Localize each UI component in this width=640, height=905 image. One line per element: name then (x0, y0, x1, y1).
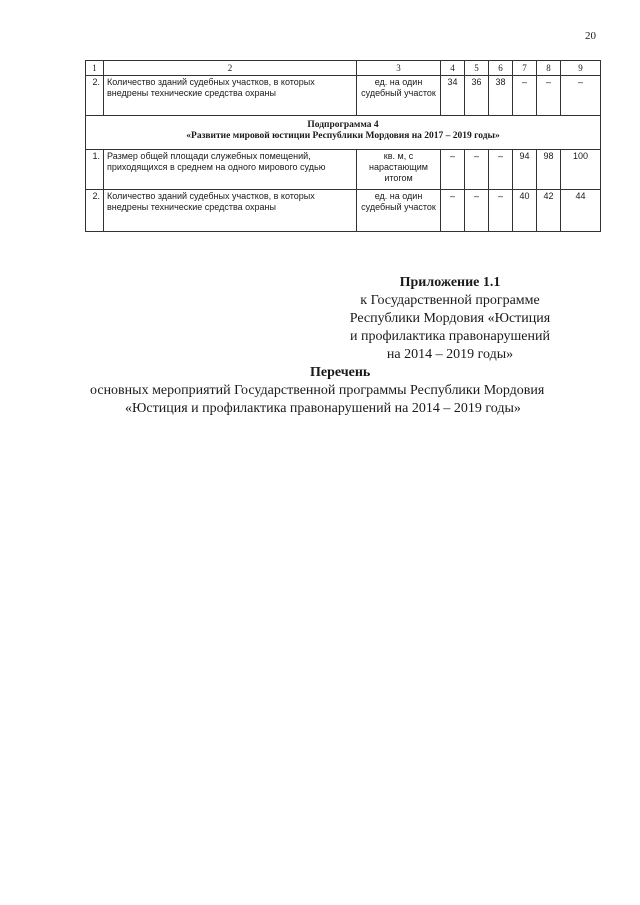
page-number: 20 (585, 30, 596, 42)
row-number: 2. (86, 190, 104, 232)
column-header: 5 (465, 61, 489, 76)
indicators-table (85, 60, 601, 232)
indicator-name: Количество зданий судебных участков, в которых внедрены технические средства охраны (104, 76, 357, 116)
list-title-block (0, 364, 640, 418)
unit-cell: ед. на один судебный участок (357, 76, 441, 116)
value-cell: 38 (489, 76, 513, 116)
column-header: 1 (86, 61, 104, 76)
unit-cell: ед. на один судебный участок (357, 190, 441, 232)
unit-cell: кв. м, с нарастающим итогом (357, 150, 441, 190)
value-cell: – (537, 76, 561, 116)
value-cell: 94 (513, 150, 537, 190)
appendix-line: к Государственной программе (360, 293, 540, 308)
value-cell: 100 (561, 150, 601, 190)
appendix-line: Республики Мордовия «Юстиция (349, 311, 551, 326)
value-cell: – (489, 190, 513, 232)
subprogram-row (86, 116, 601, 150)
value-cell: 44 (561, 190, 601, 232)
row-number: 2. (86, 76, 104, 116)
table-row (86, 76, 601, 116)
table-header-row (86, 61, 601, 76)
column-header: 3 (357, 61, 441, 76)
table-row (86, 190, 601, 232)
subprogram-subtitle: «Развитие мировой юстиции Республики Мордовия на 2017 – 2019 годы» (186, 131, 500, 141)
list-heading: Перечень (310, 365, 371, 380)
value-cell: – (561, 76, 601, 116)
value-cell: – (513, 76, 537, 116)
column-header: 4 (441, 61, 465, 76)
subprogram-title: Подпрограмма 4 (307, 120, 379, 130)
indicator-name: Количество зданий судебных участков, в которых внедрены технические средства охраны (104, 190, 357, 232)
appendix-line: на 2014 – 2019 годы» (386, 347, 514, 362)
value-cell: 36 (465, 76, 489, 116)
subprogram-heading (86, 116, 601, 150)
value-cell: – (465, 190, 489, 232)
appendix-title: Приложение 1.1 (399, 275, 501, 290)
column-header: 9 (561, 61, 601, 76)
value-cell: – (441, 150, 465, 190)
row-number: 1. (86, 150, 104, 190)
value-cell: 98 (537, 150, 561, 190)
value-cell: – (441, 190, 465, 232)
column-header: 7 (513, 61, 537, 76)
indicator-name: Размер общей площади служебных помещений, приходящихся в среднем на одного мирового судью (104, 150, 357, 190)
table-row (86, 150, 601, 190)
column-header: 8 (537, 61, 561, 76)
value-cell: 40 (513, 190, 537, 232)
list-title-line: основных мероприятий Государственной программы Республики Мордовия (90, 383, 545, 398)
value-cell: – (465, 150, 489, 190)
column-header: 6 (489, 61, 513, 76)
value-cell: 42 (537, 190, 561, 232)
value-cell: – (489, 150, 513, 190)
appendix-block (330, 274, 570, 364)
list-title-line: «Юстиция и профилактика правонарушений на 2014 – 2019 годы» (125, 401, 521, 416)
column-header: 2 (104, 61, 357, 76)
appendix-line: и профилактика правонарушений (350, 329, 550, 344)
value-cell: 34 (441, 76, 465, 116)
